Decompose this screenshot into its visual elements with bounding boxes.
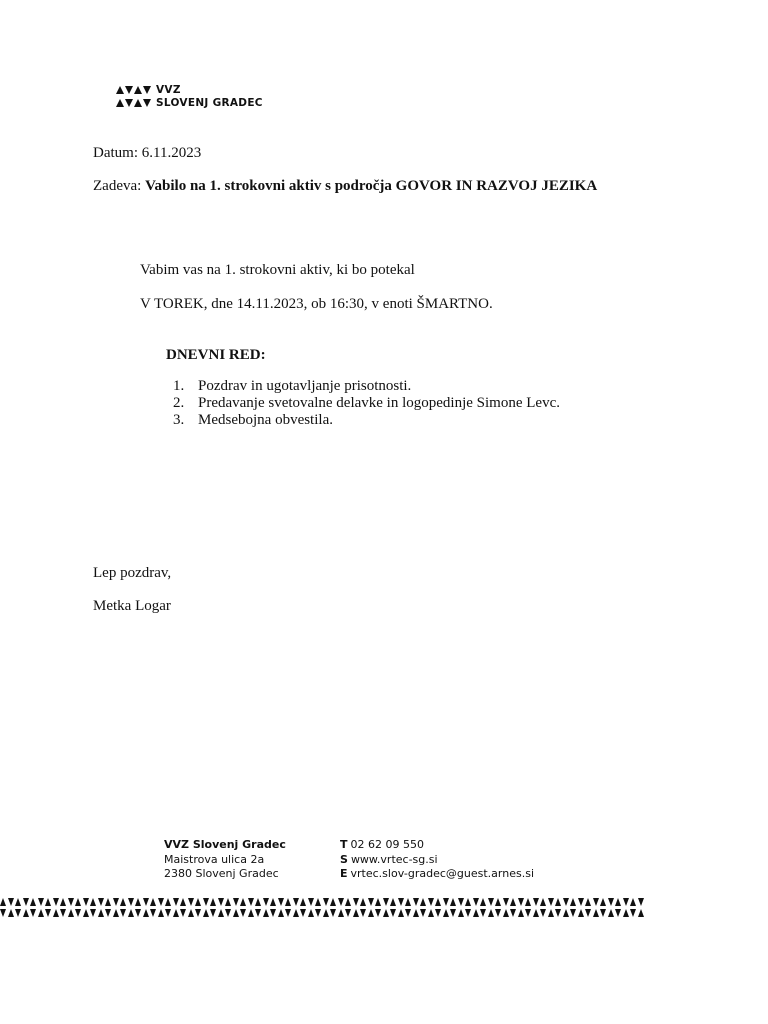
agenda-item-number: 3. (173, 412, 185, 428)
signature-name: Metka Logar (93, 598, 171, 614)
subject-label: Zadeva: (93, 178, 142, 194)
footer-phone (340, 838, 534, 853)
triangle-pattern-icon (116, 99, 152, 107)
footer-email (340, 867, 534, 882)
logo-row-2 (116, 97, 263, 109)
triangle-border-icon (0, 898, 768, 920)
agenda-item (173, 412, 560, 429)
footer-phone-value: 02 62 09 550 (350, 838, 424, 851)
footer-phone-key: T (340, 838, 348, 851)
meeting-time-text: V TOREK, dne 14.11.2023, ob 16:30, v enoti ŠMARTNO. (140, 296, 493, 312)
subject-value: Vabilo na 1. strokovni aktiv s področja GOVOR IN RAZVOJ JEZIKA (145, 178, 598, 194)
footer-org-name: VVZ Slovenj Gradec (164, 838, 286, 851)
agenda-item (173, 378, 560, 395)
agenda-item-number: 2. (173, 395, 185, 411)
agenda-item-number: 1. (173, 378, 185, 394)
footer-email-key: E (340, 867, 348, 880)
footer-web-key: S (340, 852, 348, 866)
triangle-pattern-icon (116, 86, 152, 94)
subject-line (93, 177, 597, 195)
footer-web (340, 853, 534, 868)
date-line (93, 144, 201, 162)
logo-text-line2: SLOVENJ GRADEC (156, 97, 263, 109)
footer-city: 2380 Slovenj Gradec (164, 867, 279, 880)
agenda-item-text: Medsebojna obvestila. (198, 412, 333, 428)
footer-email-link[interactable]: vrtec.slov-gradec@guest.arnes.si (350, 867, 535, 880)
footer-street: Maistrova ulica 2a (164, 852, 265, 866)
footer-address (164, 838, 286, 882)
date-value: 6.11.2023 (141, 145, 202, 161)
agenda-heading: DNEVNI RED: (166, 347, 266, 363)
footer-web-link[interactable]: www.vrtec-sg.si (350, 852, 438, 866)
logo-row-1 (116, 84, 263, 96)
agenda-list (173, 378, 560, 429)
footer-contact (340, 838, 534, 882)
agenda-item (173, 395, 560, 412)
agenda-item-text: Predavanje svetovalne delavke in logopedinje Simone Levc. (198, 395, 560, 411)
logo (116, 84, 263, 110)
date-label: Datum: (93, 145, 138, 161)
closing-greeting: Lep pozdrav, (93, 565, 172, 581)
agenda-item-text: Pozdrav in ugotavljanje prisotnosti. (198, 378, 412, 394)
logo-text-line1: VVZ (156, 84, 181, 96)
invite-text: Vabim vas na 1. strokovni aktiv, ki bo potekal (140, 262, 415, 278)
